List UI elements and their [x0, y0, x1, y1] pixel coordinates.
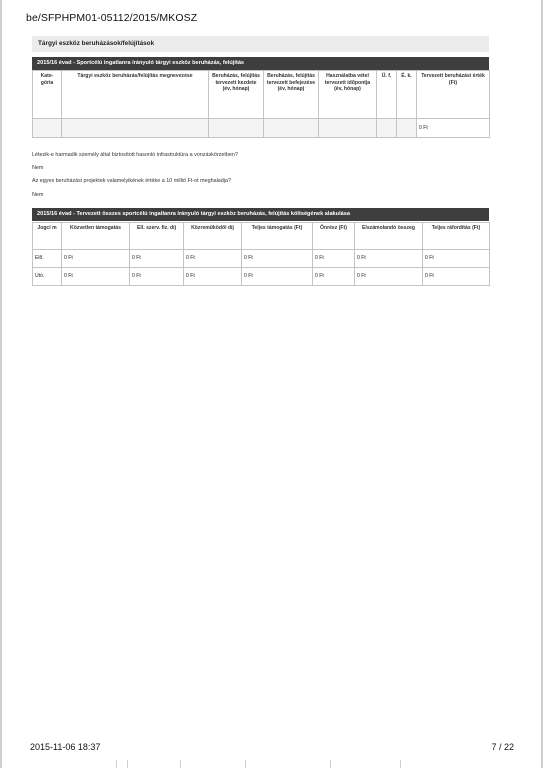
question-text: Létezik-e harmadik személy által biztosított hasonló infrastruktúra a vonzáskörzetben? [32, 152, 238, 158]
table-cell: 0 Ft [62, 250, 130, 268]
cost-summary-table [32, 222, 490, 286]
page-edge-left [0, 0, 2, 768]
table-cell: 0 Ft [423, 250, 490, 268]
table-cell [377, 119, 397, 138]
table-cell [33, 119, 62, 138]
table-cell [62, 119, 209, 138]
col-header: Ell. szerv. fiz. díj [130, 223, 184, 250]
bottom-edge-marks [0, 760, 543, 768]
table-cell: 0 Ft [313, 250, 355, 268]
col-header: Tervezett beruházási érték (Ft) [417, 71, 490, 119]
table-cell: Elő. [33, 250, 62, 268]
table-cell: 0 Ft [130, 250, 184, 268]
table-cell: 0 Ft [184, 250, 242, 268]
table-cell: 0 Ft [242, 268, 313, 286]
table-cell: 0 Ft [355, 268, 423, 286]
table-cell: 0 Ft [62, 268, 130, 286]
table-cell [264, 119, 319, 138]
table-cell: Utó. [33, 268, 62, 286]
table-row [33, 119, 490, 138]
col-header: Közvetlen támogatás [62, 223, 130, 250]
table2-title-bar: 2015/16 évad - Tervezett összes sportcélú ingatlanra irányuló tárgyi eszköz beruházás, felújítás költségének alakulása [32, 208, 489, 221]
answer-text: Nem [32, 192, 44, 198]
table-cell [319, 119, 377, 138]
table-cell [397, 119, 417, 138]
answer-text: Nem [32, 165, 44, 171]
col-header: Tárgyi eszköz beruházás/felújítás megnevezése [62, 71, 209, 119]
table-cell [209, 119, 264, 138]
col-header: Önrész (Ft) [313, 223, 355, 250]
table-cell: 0 Ft [130, 268, 184, 286]
asset-investment-table [32, 70, 490, 138]
col-header: Használatba vétel tervezett időpontja (év, hónap) [319, 71, 377, 119]
footer-timestamp: 2015-11-06 18:37 [30, 742, 101, 752]
table-cell: 0 Ft [423, 268, 490, 286]
col-header: Kate-gória [33, 71, 62, 119]
table-cell: 0 Ft [242, 250, 313, 268]
col-header: Beruházás, felújítás tervezett kezdete (év, hónap) [209, 71, 264, 119]
page-number: 7 / 22 [491, 742, 514, 752]
col-header: Teljes ráfordítás (Ft) [423, 223, 490, 250]
table-cell: 0 Ft [184, 268, 242, 286]
col-header: Beruházás, felújítás tervezett befejezése (év, hónap) [264, 71, 319, 119]
table1-title-bar: 2015/16 évad - Sportcélú ingatlanra irányuló tárgyi eszköz beruházás, felújítás [32, 57, 489, 70]
col-header: Ü. f. [377, 71, 397, 119]
table-row [33, 250, 490, 268]
table-row [33, 268, 490, 286]
col-header: Teljes támogatás (Ft) [242, 223, 313, 250]
table-cell: 0 Ft [313, 268, 355, 286]
col-header: É. k. [397, 71, 417, 119]
section-title: Tárgyi eszköz beruházások/felújítások [32, 36, 489, 52]
col-header: Elszámolandó összeg [355, 223, 423, 250]
table-cell: 0 Ft [417, 119, 490, 138]
col-header: Jogcí m [33, 223, 62, 250]
col-header: Közreműködői díj [184, 223, 242, 250]
table-cell: 0 Ft [355, 250, 423, 268]
document-id: be/SFPHPM01-05112/2015/MKOSZ [26, 12, 198, 24]
question-text: Az egyes beruházási projektek valamelyikének értéke a 10 millió Ft-ot meghaladja? [32, 178, 231, 184]
